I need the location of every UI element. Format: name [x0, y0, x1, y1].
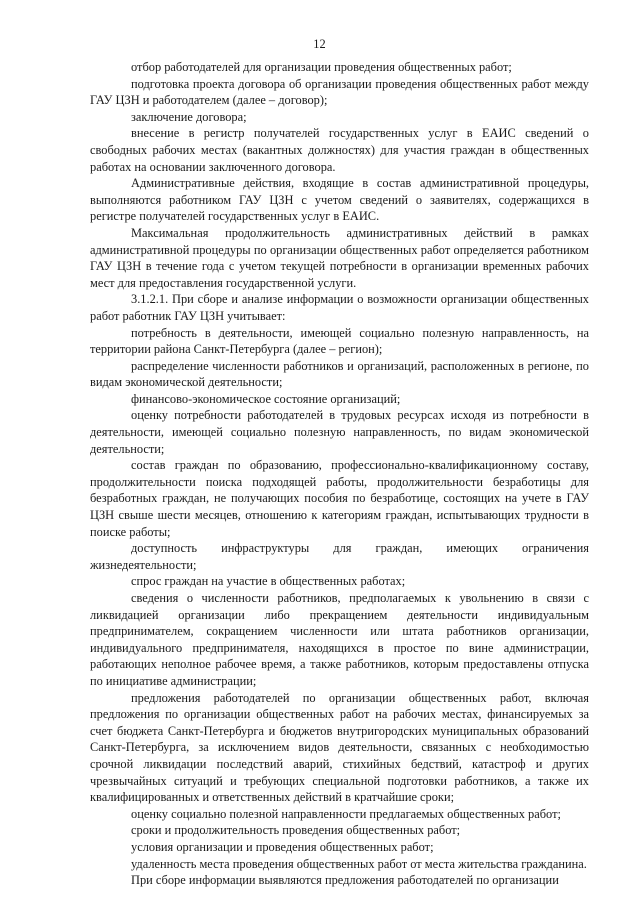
paragraph: заключение договора;: [131, 109, 247, 124]
paragraph: состав граждан по образованию, профессионально-квалификационному составу, продолжительности поиска подходящей работы, продолжительности безработицы для безработных граждан, не получающих пособия по безработице, состоящих на учете в ГАУ ЦЗН свыше шести месяцев, отношению к категориям граждан, испытывающих трудности в поиске работы;: [90, 458, 589, 539]
paragraph: сроки и продолжительность проведения общественных работ;: [131, 823, 461, 838]
paragraph: оценку потребности работодателей в трудовых ресурсах исходя из потребности в деятельности, имеющей социально полезную направленность, по видам экономической деятельности;: [90, 408, 589, 456]
paragraph: предложения работодателей по организации общественных работ, включая предложения по организации общественных работ на рабочих местах, финансируемых за счет бюджета Санкт-Петербурга и бюджетов внутригородских муниципальных образований Санкт-Петербурга, за исключением видов деятельности, связанных с необходимостью срочной ликвидации последствий аварий, стихийных бедствий, катастроф и других чрезвычайных ситуаций и требующих специальной подготовки работников, а также их квалифицированных и ответственных действий в кратчайшие сроки;: [90, 690, 589, 805]
paragraph: спрос граждан на участие в общественных работах;: [131, 574, 406, 589]
paragraph: сведения о численности работников, предполагаемых к увольнению в связи с ликвидацией организации либо прекращением деятельности индивидуальным предпринимателем, сокращением численности или штата работников организации, индивидуального предпринимателя, находящихся в простое по вине администрации, работающих неполное рабочее время, а также работников, которым предоставлены отпуска по инициативе администрации;: [90, 591, 589, 688]
paragraph: отбор работодателей для организации проведения общественных работ;: [131, 60, 512, 74]
paragraph: доступность инфраструктуры для граждан, имеющих ограничения жизнедеятельности;: [90, 541, 589, 572]
paragraph: Административные действия, входящие в состав административной процедуры, выполняются работником ГАУ ЦЗН с учетом сведений о заявителях, содержащихся в регистре получателей государственных услуг в ЕАИС.: [90, 176, 589, 224]
paragraph: удаленность места проведения общественных работ от места жительства гражданина.: [131, 856, 587, 871]
page-number: 12: [313, 37, 326, 51]
paragraph: внесение в регистр получателей государственных услуг в ЕАИС сведений о свободных рабочих местах (вакантных должностях) для участия граждан в общественных работах на основании заключенного договора.: [90, 126, 589, 174]
body-text: [90, 59, 589, 889]
paragraph: потребность в деятельности, имеющей социально полезную направленность, на территории района Санкт-Петербурга (далее – регион);: [90, 325, 589, 357]
paragraph: финансово-экономическое состояние организаций;: [131, 391, 401, 406]
paragraph: оценку социально полезной направленности предлагаемых общественных работ;: [131, 806, 561, 821]
paragraph: условия организации и проведения общественных работ;: [131, 839, 434, 854]
paragraph: подготовка проекта договора об организации проведения общественных работ между ГАУ ЦЗН и работодателем (далее – договор);: [90, 76, 589, 108]
paragraph: распределение численности работников и организаций, расположенных в регионе, по видам экономической деятельности;: [90, 358, 589, 390]
paragraph: 3.1.2.1. При сборе и анализе информации о возможности организации общественных работ работник ГАУ ЦЗН учитывает:: [90, 292, 589, 323]
paragraph: Максимальная продолжительность административных действий в рамках административной процедуры по организации общественных работ определяется работником ГАУ ЦЗН в течение года с учетом текущей потребности в организации временных рабочих мест для предоставления государственной услуги.: [90, 225, 589, 290]
paragraph: При сборе информации выявляются предложения работодателей по организации: [131, 873, 559, 888]
